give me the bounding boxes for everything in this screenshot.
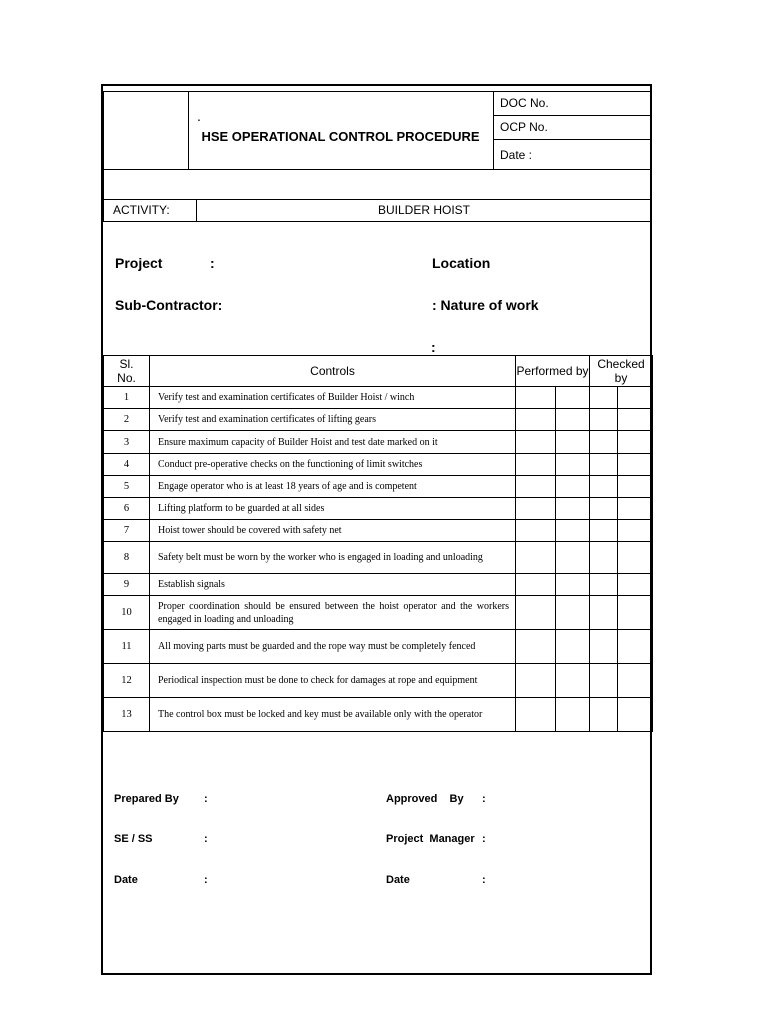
control-text: Hoist tower should be covered with safety net bbox=[150, 520, 516, 542]
checked-cell-b[interactable] bbox=[618, 409, 653, 431]
checked-cell-a[interactable] bbox=[590, 409, 618, 431]
performed-cell-a[interactable] bbox=[516, 387, 556, 409]
performed-cell-a[interactable] bbox=[516, 498, 556, 520]
checked-cell-a[interactable] bbox=[590, 387, 618, 409]
table-row bbox=[104, 664, 653, 698]
row-number: 3 bbox=[104, 431, 150, 454]
performed-cell-a[interactable] bbox=[516, 520, 556, 542]
checked-by-header: Checked by bbox=[590, 356, 653, 387]
checked-cell-b[interactable] bbox=[618, 476, 653, 498]
row-number: 10 bbox=[104, 596, 150, 630]
checked-cell-a[interactable] bbox=[590, 542, 618, 574]
nature-of-work-label: : Nature of work bbox=[432, 297, 539, 313]
se-ss-colon: : bbox=[204, 833, 208, 845]
location-label: Location bbox=[432, 255, 491, 271]
performed-by-header: Performed by bbox=[516, 356, 590, 387]
table-row bbox=[104, 476, 653, 498]
checked-cell-a[interactable] bbox=[590, 596, 618, 630]
row-number: 5 bbox=[104, 476, 150, 498]
performed-cell-b[interactable] bbox=[556, 476, 590, 498]
date-right-colon: : bbox=[482, 874, 486, 886]
checked-cell-b[interactable] bbox=[618, 387, 653, 409]
control-text: Verify test and examination certificates of Builder Hoist / winch bbox=[150, 387, 516, 409]
performed-cell-a[interactable] bbox=[516, 574, 556, 596]
checked-cell-a[interactable] bbox=[590, 698, 618, 732]
performed-cell-a[interactable] bbox=[516, 454, 556, 476]
controls-table bbox=[103, 355, 653, 732]
row-number: 9 bbox=[104, 574, 150, 596]
header-logo-cell bbox=[103, 91, 189, 170]
control-text: Ensure maximum capacity of Builder Hoist and test date marked on it bbox=[150, 431, 516, 454]
table-row bbox=[104, 596, 653, 630]
project-label: Project bbox=[115, 255, 163, 271]
project-manager-colon: : bbox=[482, 833, 486, 845]
control-text: Lifting platform to be guarded at all sides bbox=[150, 498, 516, 520]
row-number: 6 bbox=[104, 498, 150, 520]
control-text: Proper coordination should be ensured between the hoist operator and the workers engaged in loading and unloading bbox=[150, 596, 516, 630]
control-text: Conduct pre-operative checks on the functioning of limit switches bbox=[150, 454, 516, 476]
control-text: Engage operator who is at least 18 years of age and is competent bbox=[150, 476, 516, 498]
prepared-by-colon: : bbox=[204, 793, 208, 805]
table-row bbox=[104, 454, 653, 476]
performed-cell-b[interactable] bbox=[556, 630, 590, 664]
checked-cell-b[interactable] bbox=[618, 498, 653, 520]
performed-cell-a[interactable] bbox=[516, 596, 556, 630]
approved-by-label: Approved By bbox=[386, 793, 464, 805]
checked-cell-b[interactable] bbox=[618, 542, 653, 574]
ocp-no-label: OCP No. bbox=[500, 120, 548, 134]
performed-cell-a[interactable] bbox=[516, 698, 556, 732]
table-row bbox=[104, 630, 653, 664]
performed-cell-a[interactable] bbox=[516, 542, 556, 574]
approved-by-colon: : bbox=[482, 793, 486, 805]
row-number: 8 bbox=[104, 542, 150, 574]
row-number: 12 bbox=[104, 664, 150, 698]
performed-cell-a[interactable] bbox=[516, 409, 556, 431]
performed-cell-b[interactable] bbox=[556, 542, 590, 574]
table-row bbox=[104, 542, 653, 574]
checked-cell-a[interactable] bbox=[590, 431, 618, 454]
performed-cell-a[interactable] bbox=[516, 630, 556, 664]
performed-cell-b[interactable] bbox=[556, 520, 590, 542]
checked-cell-b[interactable] bbox=[618, 698, 653, 732]
row-number: 13 bbox=[104, 698, 150, 732]
table-row bbox=[104, 387, 653, 409]
performed-cell-b[interactable] bbox=[556, 664, 590, 698]
checked-cell-a[interactable] bbox=[590, 630, 618, 664]
row-number: 11 bbox=[104, 630, 150, 664]
row-number: 7 bbox=[104, 520, 150, 542]
performed-cell-b[interactable] bbox=[556, 596, 590, 630]
control-text: All moving parts must be guarded and the rope way must be completely fenced bbox=[150, 630, 516, 664]
doc-no-label: DOC No. bbox=[500, 96, 549, 110]
project-manager-label: Project Manager bbox=[386, 833, 475, 845]
row-number: 1 bbox=[104, 387, 150, 409]
extra-colon: : bbox=[431, 339, 436, 355]
table-row bbox=[104, 574, 653, 596]
performed-cell-a[interactable] bbox=[516, 431, 556, 454]
performed-cell-b[interactable] bbox=[556, 574, 590, 596]
activity-label: ACTIVITY: bbox=[113, 203, 170, 217]
control-text: Verify test and examination certificates of lifting gears bbox=[150, 409, 516, 431]
performed-cell-b[interactable] bbox=[556, 454, 590, 476]
checked-cell-a[interactable] bbox=[590, 476, 618, 498]
performed-cell-b[interactable] bbox=[556, 409, 590, 431]
row-number: 2 bbox=[104, 409, 150, 431]
checked-cell-b[interactable] bbox=[618, 454, 653, 476]
table-row bbox=[104, 498, 653, 520]
checked-cell-b[interactable] bbox=[618, 596, 653, 630]
sl-no-header: Sl. No. bbox=[104, 356, 150, 387]
checked-cell-a[interactable] bbox=[590, 664, 618, 698]
document-title: HSE OPERATIONAL CONTROL PROCEDURE bbox=[201, 129, 480, 144]
checked-cell-a[interactable] bbox=[590, 574, 618, 596]
prepared-by-label: Prepared By bbox=[114, 793, 179, 805]
checked-cell-b[interactable] bbox=[618, 630, 653, 664]
checked-cell-a[interactable] bbox=[590, 498, 618, 520]
checked-cell-b[interactable] bbox=[618, 431, 653, 454]
checked-cell-a[interactable] bbox=[590, 454, 618, 476]
subcontractor-label: Sub-Contractor: bbox=[115, 297, 223, 313]
date-left-label: Date bbox=[114, 874, 138, 886]
blank-band bbox=[103, 169, 652, 200]
table-row bbox=[104, 520, 653, 542]
performed-cell-b[interactable] bbox=[556, 698, 590, 732]
checked-cell-a[interactable] bbox=[590, 520, 618, 542]
se-ss-label: SE / SS bbox=[114, 833, 153, 845]
header-dot: . bbox=[197, 108, 201, 124]
control-text: The control box must be locked and key must be available only with the operator bbox=[150, 698, 516, 732]
performed-cell-b[interactable] bbox=[556, 387, 590, 409]
checked-cell-b[interactable] bbox=[618, 574, 653, 596]
performed-cell-b[interactable] bbox=[556, 498, 590, 520]
row-number: 4 bbox=[104, 454, 150, 476]
controls-header: Controls bbox=[150, 356, 516, 387]
table-row bbox=[104, 698, 653, 732]
checked-cell-b[interactable] bbox=[618, 520, 653, 542]
performed-cell-a[interactable] bbox=[516, 664, 556, 698]
performed-cell-b[interactable] bbox=[556, 431, 590, 454]
table-row bbox=[104, 409, 653, 431]
table-header-row bbox=[104, 356, 653, 387]
control-text: Periodical inspection must be done to check for damages at rope and equipment bbox=[150, 664, 516, 698]
date-left-colon: : bbox=[204, 874, 208, 886]
control-text: Establish signals bbox=[150, 574, 516, 596]
date-right-label: Date bbox=[386, 874, 410, 886]
checked-cell-b[interactable] bbox=[618, 664, 653, 698]
project-colon: : bbox=[210, 255, 215, 271]
table-row bbox=[104, 431, 653, 454]
performed-cell-a[interactable] bbox=[516, 476, 556, 498]
activity-value: BUILDER HOIST bbox=[377, 203, 470, 217]
date-label: Date : bbox=[500, 148, 533, 162]
control-text: Safety belt must be worn by the worker who is engaged in loading and unloading bbox=[150, 542, 516, 574]
